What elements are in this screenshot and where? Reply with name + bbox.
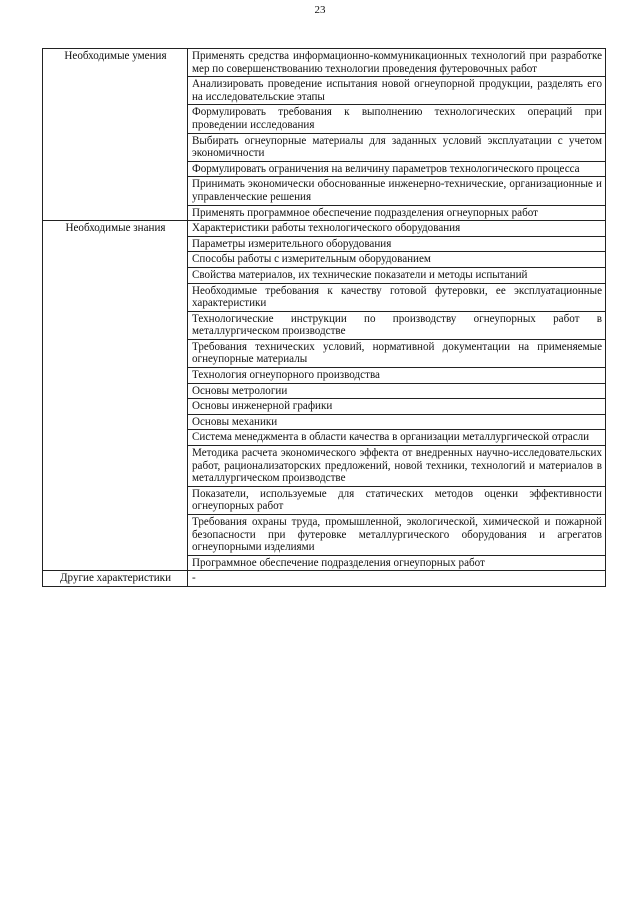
- knowledge-item: Система менеджмента в области качества в организации металлургической отрасли: [188, 430, 606, 446]
- knowledge-item: Технология огнеупорного производства: [188, 368, 606, 384]
- section-label-skills: Необходимые умения: [43, 49, 188, 221]
- knowledge-item: Требования охраны труда, промышленной, экологической, химической и пожарной безопасности при футеровке металлургического оборудования и агрегатов огнеупорными изделиями: [188, 515, 606, 556]
- knowledge-item: Способы работы с измерительным оборудованием: [188, 252, 606, 268]
- knowledge-item: Методика расчета экономического эффекта от внедренных научно-исследовательских работ, рационализаторских предложений, новой техники, технологий и материалов в металлургическом производстве: [188, 446, 606, 487]
- skill-item: Принимать экономически обоснованные инженерно-технические, организационные и управленческие решения: [188, 177, 606, 205]
- table-row: [43, 221, 606, 237]
- knowledge-item: Программное обеспечение подразделения огнеупорных работ: [188, 555, 606, 571]
- knowledge-item: Основы метрологии: [188, 383, 606, 399]
- skill-item: Применять средства информационно-коммуникационных технологий при разработке мер по совершенствованию технологии проведения футеровочных работ: [188, 49, 606, 77]
- section-label-other: Другие характеристики: [43, 571, 188, 587]
- knowledge-item: Основы механики: [188, 414, 606, 430]
- knowledge-item: Технологические инструкции по производству огнеупорных работ в металлургическом производстве: [188, 311, 606, 339]
- table-row: [43, 49, 606, 77]
- section-label-knowledge: Необходимые знания: [43, 221, 188, 571]
- knowledge-item: Необходимые требования к качеству готовой футеровки, ее эксплуатационные характеристики: [188, 283, 606, 311]
- other-item: -: [188, 571, 606, 587]
- knowledge-item: Свойства материалов, их технические показатели и методы испытаний: [188, 267, 606, 283]
- characteristics-table: [42, 48, 606, 587]
- skill-item: Формулировать ограничения на величину параметров технологического процесса: [188, 161, 606, 177]
- skill-item: Выбирать огнеупорные материалы для заданных условий эксплуатации с учетом экономичности: [188, 133, 606, 161]
- page-number: 23: [314, 4, 326, 16]
- knowledge-item: Требования технических условий, нормативной документации на применяемые огнеупорные материалы: [188, 339, 606, 367]
- skill-item: Анализировать проведение испытания новой огнеупорной продукции, разделять его на исследовательские этапы: [188, 77, 606, 105]
- skill-item: Формулировать требования к выполнению технологических операций при проведении исследования: [188, 105, 606, 133]
- knowledge-item: Основы инженерной графики: [188, 399, 606, 415]
- knowledge-item: Характеристики работы технологического оборудования: [188, 221, 606, 237]
- knowledge-item: Показатели, используемые для статических методов оценки эффективности огнеупорных работ: [188, 486, 606, 514]
- knowledge-item: Параметры измерительного оборудования: [188, 236, 606, 252]
- skill-item: Применять программное обеспечение подразделения огнеупорных работ: [188, 205, 606, 221]
- table-row: [43, 571, 606, 587]
